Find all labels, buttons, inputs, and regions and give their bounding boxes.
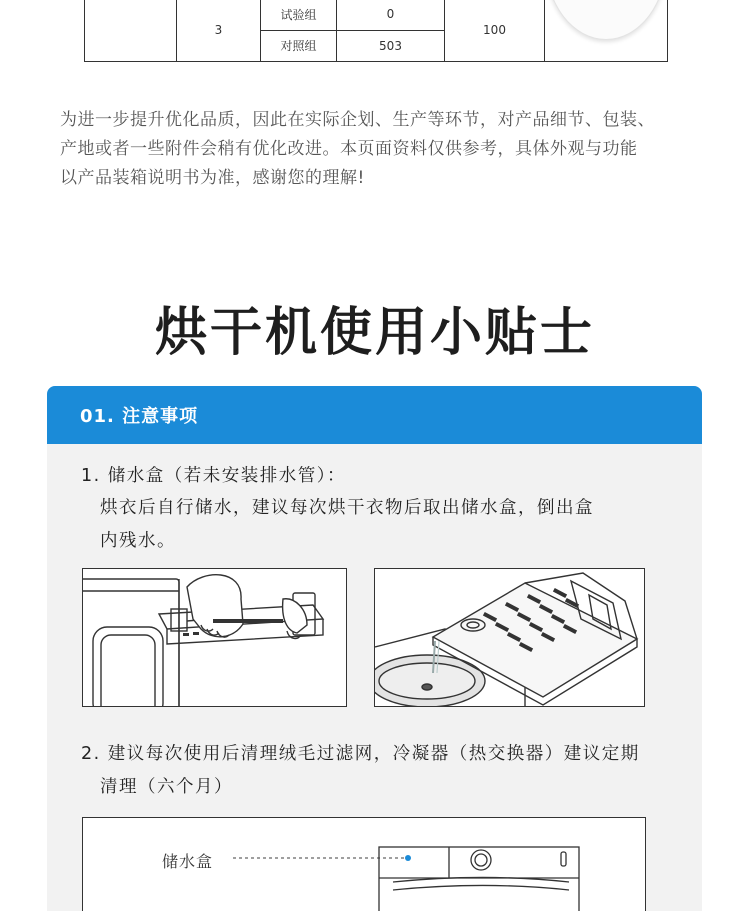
tip2-text: 清理（六个月）: [100, 777, 233, 797]
dryer-front-drawing: [83, 818, 646, 911]
disclaimer-line: 以产品装箱说明书为准，感谢您的理解!: [60, 168, 365, 188]
water-pouring-illustration: [374, 568, 645, 707]
tip2-text: 2. 建议每次使用后清理绒毛过滤网，冷凝器（热交换器）建议定期: [81, 744, 640, 764]
dryer-parts-diagram: [82, 817, 646, 911]
table-group-cell: 对照组: [261, 30, 337, 62]
tip1-body: 内残水。: [100, 531, 176, 551]
disclaimer-text: [60, 106, 710, 193]
table-blank-cell: [85, 0, 177, 62]
table-value-cell: 0: [337, 0, 445, 30]
table-total-cell: 100: [445, 0, 545, 62]
water-box-removal-drawing: [83, 569, 347, 707]
table-index-cell: 3: [177, 0, 261, 62]
tip1-body: 烘衣后自行储水，建议每次烘干衣物后取出储水盒，倒出盒: [100, 498, 594, 518]
disclaimer-line: 产地或者一些附件会稍有优化改进。本页面资料仅供参考，具体外观与功能: [60, 139, 638, 159]
disclaimer-line: 为进一步提升优化品质，因此在实际企划、生产等环节，对产品细节、包装、: [60, 110, 655, 130]
page-title: 烘干机使用小贴士: [154, 303, 595, 363]
tips-card: [47, 386, 702, 911]
section-header: [47, 386, 702, 444]
table-value-cell: 503: [337, 30, 445, 62]
water-box-removal-illustration: [82, 568, 347, 707]
section-header-label: 01. 注意事项: [80, 406, 199, 427]
table-group-cell: 试验组: [261, 0, 337, 30]
water-pouring-drawing: [375, 569, 645, 707]
diagram-label-water-box: 储水盒: [162, 852, 214, 871]
tip1-heading: 1. 储水盒（若未安装排水管）：: [81, 466, 347, 486]
